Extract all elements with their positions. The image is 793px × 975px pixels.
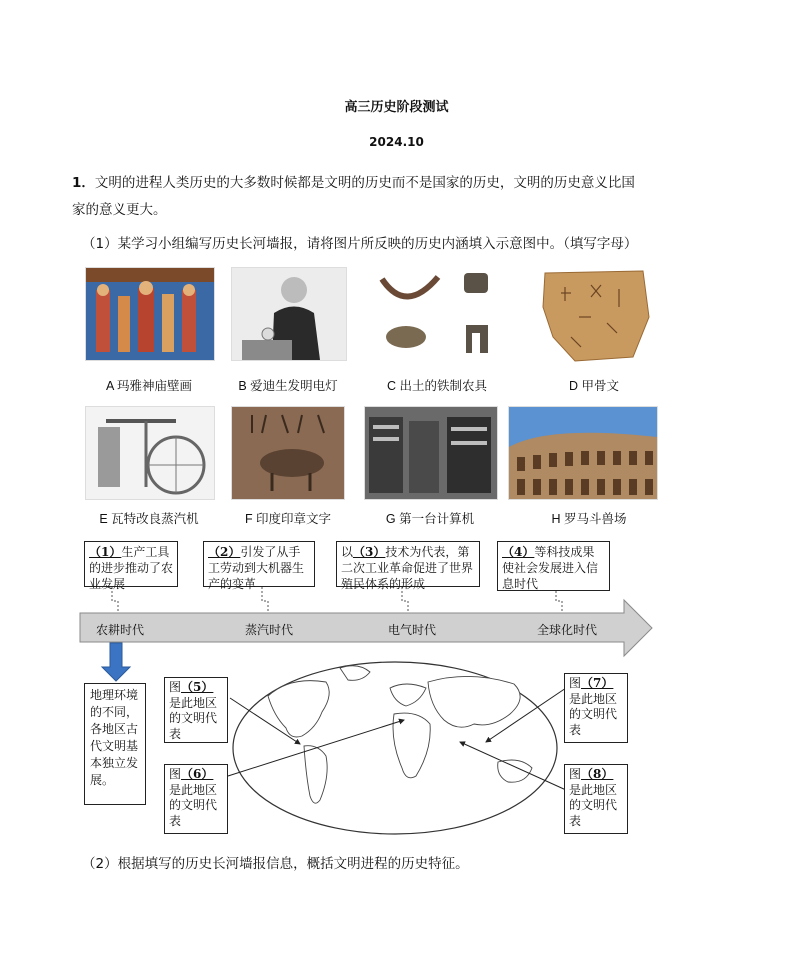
question-stem bbox=[72, 170, 672, 224]
map-label-5-text: 是此地区的文明代表 bbox=[169, 695, 218, 741]
timeline-box-4-text: 等科技成果使社会发展进入信息时代 bbox=[502, 545, 599, 591]
era-agricultural: 农耕时代 bbox=[96, 623, 145, 637]
blank-5: （5） bbox=[181, 680, 214, 694]
blank-8: （8） bbox=[581, 767, 614, 781]
question-text-line1: 文明的进程人类历史的大多数时候都是文明的历史而不是国家的历史，文明的历史意义比国 bbox=[94, 175, 635, 191]
oracle-bone-image bbox=[535, 267, 653, 363]
map-label-7-prefix: 图 bbox=[569, 676, 582, 690]
era-electric: 电气时代 bbox=[388, 623, 437, 637]
first-computer-image bbox=[364, 406, 498, 500]
map-label-6-text: 是此地区的文明代表 bbox=[169, 782, 218, 828]
blank-3: （3） bbox=[353, 545, 386, 559]
era-globalization: 全球化时代 bbox=[537, 623, 598, 637]
sub-question-2: （2）根据填写的历史长河墙报信息，概括文明进程的历史特征。 bbox=[82, 856, 469, 872]
timeline-box-1-text: 生产工具的进步推动了农业发展 bbox=[89, 545, 174, 591]
map-label-8 bbox=[564, 764, 628, 834]
map-label-8-prefix: 图 bbox=[569, 767, 582, 781]
blank-2: （2） bbox=[208, 545, 241, 559]
map-label-8-text: 是此地区的文明代表 bbox=[569, 782, 618, 828]
watt-engine-image bbox=[85, 406, 215, 500]
page-date: 2024.10 bbox=[369, 135, 424, 149]
maya-mural-image bbox=[85, 267, 215, 361]
caption-c: C 出土的铁制农具 bbox=[386, 379, 487, 393]
caption-d: D 甲骨文 bbox=[568, 379, 619, 393]
timeline-box-2 bbox=[203, 541, 315, 591]
map-label-5 bbox=[164, 677, 228, 743]
caption-h: H 罗马斗兽场 bbox=[551, 512, 627, 526]
blank-1: （1） bbox=[89, 545, 122, 559]
timeline-box-3-text: 技术为代表，第二次工业革命促进了世界殖民体系的形成 bbox=[341, 545, 474, 591]
map-label-6-prefix: 图 bbox=[169, 767, 182, 781]
caption-b: B 爱迪生发明电灯 bbox=[238, 379, 338, 393]
timeline-box-3 bbox=[336, 541, 480, 591]
blank-4: （4） bbox=[502, 545, 535, 559]
blank-7: （7） bbox=[581, 676, 614, 690]
edison-photo-image bbox=[231, 267, 347, 361]
indus-seal-image bbox=[231, 406, 345, 500]
blank-6: （6） bbox=[181, 767, 214, 781]
question-number: 1． bbox=[72, 175, 95, 191]
timeline-box-3-prefix: 以 bbox=[341, 545, 354, 559]
left-note-box: 地理环境的不同，各地区古代文明基本独立发展。 bbox=[84, 683, 146, 805]
caption-a: A 玛雅神庙壁画 bbox=[105, 379, 193, 393]
timeline-box-4 bbox=[497, 541, 610, 591]
page-title: 高三历史阶段测试 bbox=[344, 100, 449, 115]
timeline-box-1 bbox=[84, 541, 178, 591]
map-label-7-text: 是此地区的文明代表 bbox=[569, 691, 618, 737]
era-steam: 蒸汽时代 bbox=[245, 623, 294, 637]
sub-question-1: （1）某学习小组编写历史长河墙报，请将图片所反映的历史内涵填入示意图中。（填写字母） bbox=[82, 236, 638, 252]
map-label-5-prefix: 图 bbox=[169, 680, 182, 694]
map-label-7 bbox=[564, 673, 628, 743]
caption-g: G 第一台计算机 bbox=[385, 512, 475, 526]
colosseum-image bbox=[508, 406, 658, 500]
question-text-line2: 家的意义更大。 bbox=[72, 202, 167, 218]
iron-tools-image bbox=[376, 267, 498, 359]
timeline-box-2-text: 引发了从手工劳动到大机器生产的变革 bbox=[208, 545, 305, 591]
map-label-6 bbox=[164, 764, 228, 834]
caption-e: E 瓦特改良蒸汽机 bbox=[99, 512, 199, 526]
caption-f: F 印度印章文字 bbox=[244, 512, 332, 526]
